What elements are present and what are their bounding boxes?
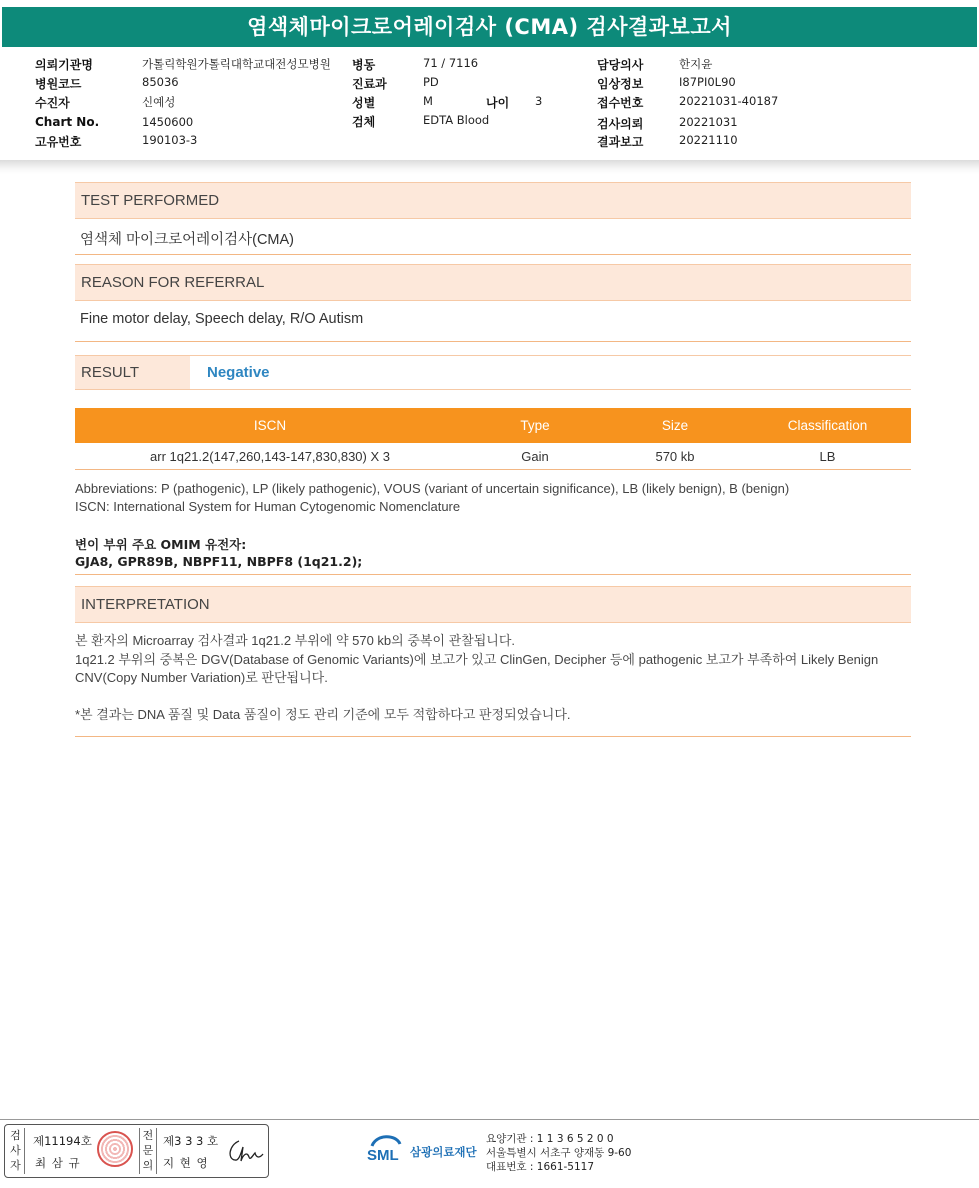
referral-value: Fine motor delay, Speech delay, R/O Autism [80, 311, 364, 327]
lab-name: 삼광의료재단 [410, 1145, 477, 1159]
abbreviations [75, 480, 911, 516]
section-divider [75, 341, 911, 342]
test-performed-value: 염색체 마이크로어레이검사(CMA) [80, 232, 294, 248]
interpretation-heading: INTERPRETATION [75, 586, 911, 623]
header-classification: Classification [787, 418, 868, 433]
specialist-license: 제3 3 3 호 [163, 1134, 219, 1148]
age-label: 나이 [486, 96, 510, 110]
omim-genes: GJA8, GPR89B, NBPF11, NBPF8 (1q21.2); [75, 554, 363, 569]
report-date-value: 20221110 [679, 133, 738, 147]
department-value: PD [423, 75, 439, 89]
specialist-name: 지 현 영 [163, 1156, 209, 1170]
receipt-no-value: 20221031-40187 [679, 94, 779, 108]
interpretation-line: 1q21.2 부위의 중복은 DGV(Database of Genomic Variants)에 보고가 있고 ClinGen, Decipher 등에 pathogenic 보고가 부족하여 Likely Benign CNV(Copy Number Variation)로 판단됩니다. [75, 651, 879, 685]
lab-phone: 대표번호 : 1661-5117 [486, 1161, 595, 1173]
patient-name-label: 수진자 [35, 96, 70, 110]
signature-image [225, 1135, 265, 1165]
section-divider [75, 574, 911, 575]
result-label: RESULT [75, 356, 190, 389]
ward-label: 병동 [352, 58, 376, 72]
result-value: Negative [207, 364, 270, 381]
institution-label: 의뢰기관명 [35, 58, 93, 72]
examiner-name: 최 삼 규 [35, 1156, 81, 1170]
report-date-label: 결과보고 [597, 135, 644, 149]
referral-heading: REASON FOR REFERRAL [75, 264, 911, 301]
test-performed-heading: TEST PERFORMED [75, 182, 911, 219]
cnv-table-header [75, 408, 911, 443]
abbreviations-line: Abbreviations: P (pathogenic), LP (likely pathogenic), VOUS (variant of uncertain significance), LB (likely benign), B (benign) [75, 481, 790, 496]
institution-value: 가톨릭학원가톨릭대학교대전성모병원 [142, 57, 331, 71]
cell-size: 570 kb [655, 449, 695, 464]
header-divider [0, 160, 979, 174]
department-label: 진료과 [352, 77, 387, 91]
quality-note: *본 결과는 DNA 품질 및 Data 품질이 정도 관리 기준에 모두 적합하다고 판정되었습니다. [75, 706, 571, 722]
report-title: 염색체마이크로어레이검사 (CMA) 검사결과보고서 [2, 7, 977, 47]
cell-type: Gain [521, 449, 549, 464]
result-row [75, 355, 911, 390]
receipt-no-label: 접수번호 [597, 96, 644, 110]
cell-classification: LB [819, 449, 836, 464]
sex-label: 성별 [352, 96, 376, 110]
clinical-info-label: 임상정보 [597, 77, 644, 91]
chart-no-label: Chart No. [35, 115, 100, 129]
doctor-label: 담당의사 [597, 58, 644, 72]
lab-contact-info [486, 1132, 631, 1174]
header-iscn: ISCN [253, 418, 287, 433]
unique-no-label: 고유번호 [35, 135, 82, 149]
specialist-vertical-label: 전문의 [139, 1128, 157, 1174]
cell-iscn: arr 1q21.2(147,260,143-147,830,830) X 3 [150, 449, 390, 464]
unique-no-value: 190103-3 [142, 133, 198, 147]
interpretation-body [75, 632, 911, 724]
specimen-label: 검체 [352, 115, 376, 129]
lab-address: 서울특별시 서초구 양재동 9-60 [486, 1147, 632, 1159]
age-value: 3 [535, 94, 543, 108]
header-size: Size [661, 418, 689, 433]
request-date-label: 검사의뢰 [597, 117, 644, 131]
section-divider [75, 254, 911, 255]
patient-name-value: 신예성 [142, 95, 176, 109]
interpretation-line: 본 환자의 Microarray 검사결과 1q21.2 부위에 약 570 kb의 중복이 관찰됩니다. [75, 633, 516, 648]
table-row [75, 443, 911, 470]
specimen-value: EDTA Blood [423, 113, 490, 127]
doctor-value: 한지윤 [679, 57, 713, 71]
care-institution-number: 요양기관 : 1 1 3 6 5 2 0 0 [486, 1133, 614, 1145]
sml-logo-text: SML [367, 1147, 399, 1164]
iscn-definition: ISCN: International System for Human Cytogenomic Nomenclature [75, 499, 461, 514]
chart-no-value: 1450600 [142, 115, 194, 129]
cnv-table [75, 408, 911, 470]
header-type: Type [520, 418, 550, 433]
footer-divider [0, 1119, 979, 1120]
examiner-vertical-label: 검사자 [7, 1128, 25, 1174]
sml-logo-icon [366, 1130, 406, 1170]
section-divider [75, 736, 911, 737]
ward-value: 71 / 7116 [423, 56, 479, 70]
seal-stamp [97, 1131, 133, 1167]
signature-box [4, 1124, 269, 1178]
hospital-code-label: 병원코드 [35, 77, 82, 91]
clinical-info-value: I87PI0L90 [679, 75, 736, 89]
omim-title: 변이 부위 주요 OMIM 유전자: [75, 537, 247, 552]
request-date-value: 20221031 [679, 115, 738, 129]
sex-value: M [423, 94, 433, 108]
hospital-code-value: 85036 [142, 75, 179, 89]
examiner-license: 제11194호 [33, 1134, 92, 1148]
patient-info [0, 54, 979, 154]
